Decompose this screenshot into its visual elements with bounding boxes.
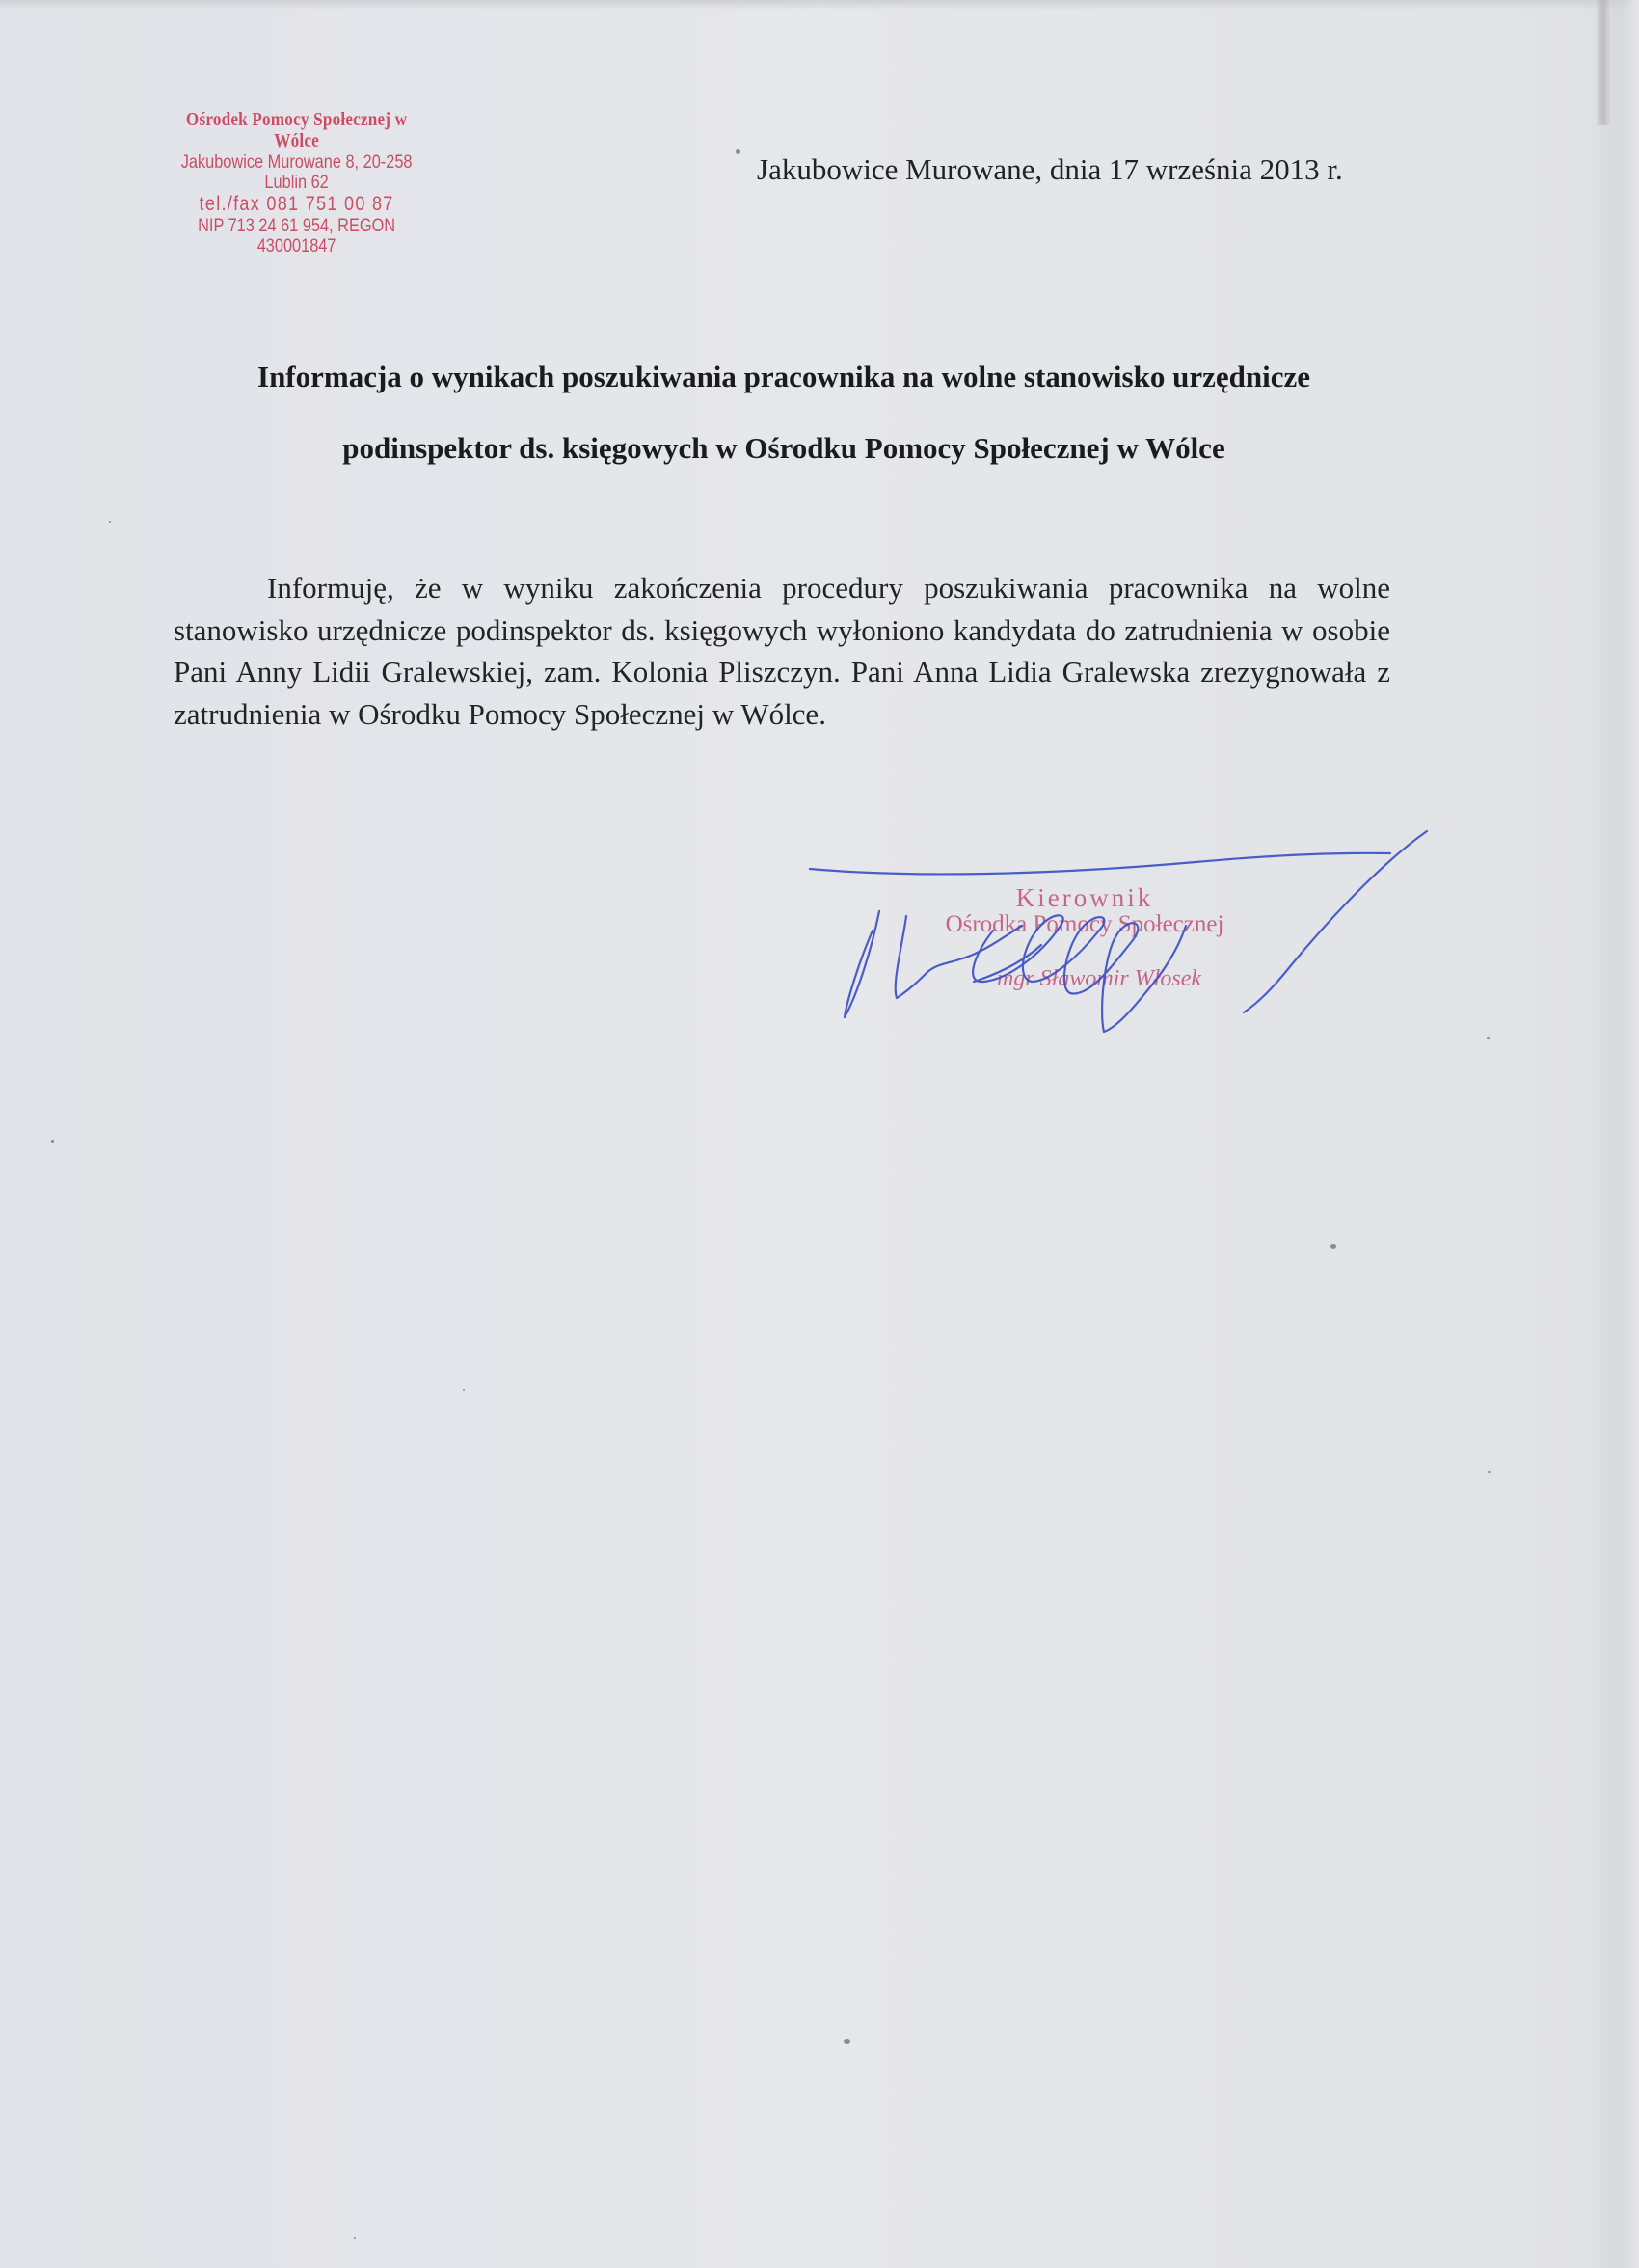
scan-right-edge-fold — [1597, 0, 1610, 125]
signature-stamp-organization: Ośrodka Pomocy Społecznej — [945, 911, 1224, 937]
scan-top-edge — [0, 0, 1639, 10]
place-and-date: Jakubowice Murowane, dnia 17 września 2013 r. — [757, 152, 1343, 186]
stamp-institution-name: Ośrodek Pomocy Społecznej w Wólce — [185, 109, 408, 152]
stamp-phone: tel./fax 081 751 00 87 — [199, 193, 394, 216]
signature-stamp-name: mgr Sławomir Włosek — [997, 966, 1201, 991]
signature-stamp-role: Kierownik — [1015, 883, 1154, 912]
body-paragraph: Informuję, że w wyniku zakończenia procedury poszukiwania pracownika na wolne stanowisko urzędnicze podinspektor ds. księgowych wyłoniono kandydata do zatrudnienia w osobie Pani Anny Lidii Gralewskiej, zam. Kolonia Pliszczyn. Pani Anna Lidia Gralewska zrezygnowała z zatrudnienia w Ośrodku Pomocy Społecznej w Wólce. — [174, 571, 1390, 731]
institution-stamp — [164, 109, 429, 256]
scan-speck — [736, 149, 740, 154]
handwritten-signature — [791, 820, 1446, 1051]
document-title-line-2: podinspektor ds. księgowych w Ośrodku Pomocy Społecznej w Wólce — [342, 431, 1225, 465]
scan-speck — [51, 1140, 54, 1143]
scan-speck — [354, 2237, 356, 2239]
scan-speck — [1487, 1037, 1490, 1040]
stamp-address: Jakubowice Murowane 8, 20-258 Lublin 62 — [180, 151, 413, 194]
scan-speck — [109, 521, 111, 523]
document-title-line-1: Informacja o wynikach poszukiwania pracownika na wolne stanowisko urzędnicze — [257, 360, 1310, 393]
scan-speck — [1488, 1471, 1491, 1473]
scan-right-edge-shadow — [1581, 0, 1639, 2268]
scan-speck — [844, 2039, 850, 2044]
scan-speck — [1330, 1244, 1336, 1249]
scan-speck — [463, 1389, 465, 1390]
stamp-tax-ids: NIP 713 24 61 954, REGON 430001847 — [198, 215, 396, 257]
